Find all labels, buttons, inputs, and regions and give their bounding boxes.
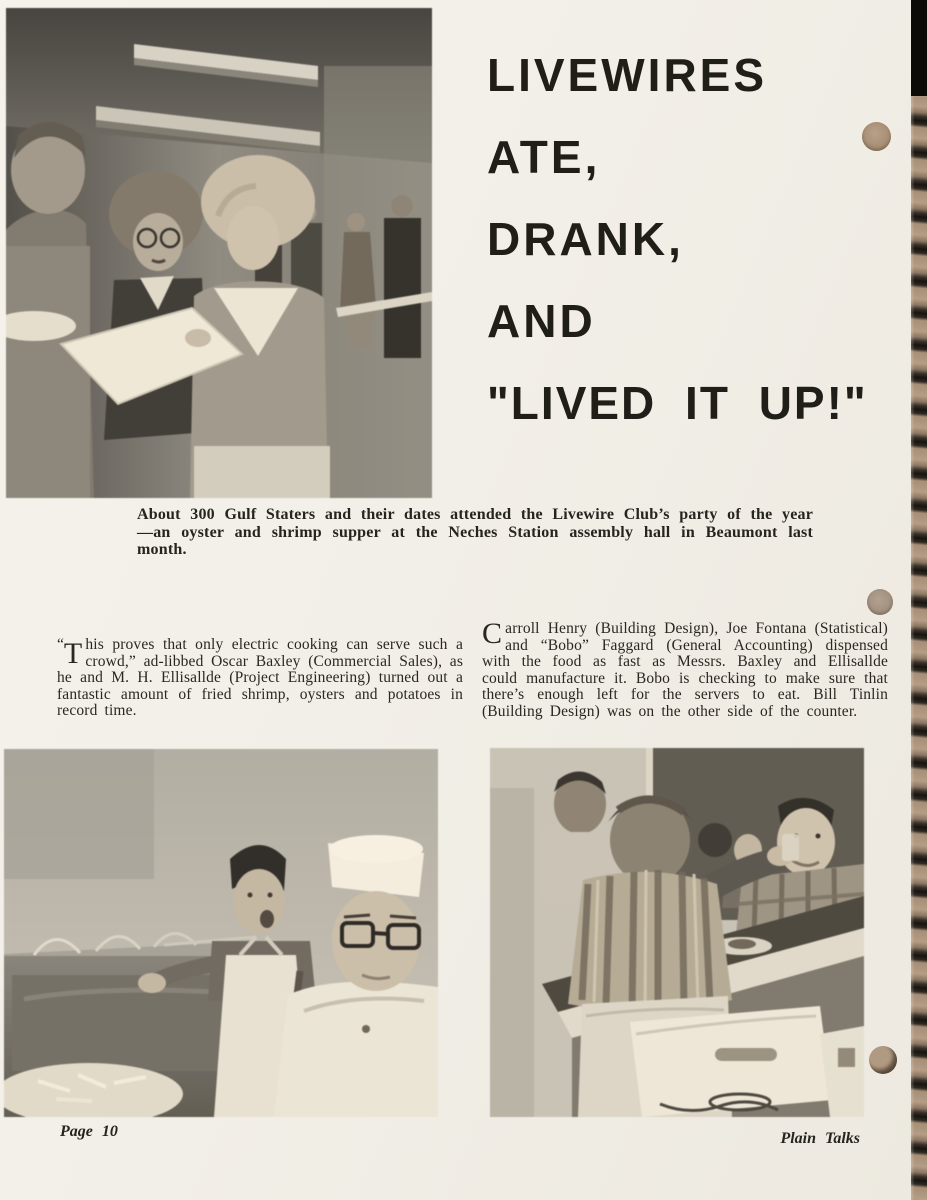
publication-name: Plain Talks bbox=[780, 1130, 860, 1147]
binding-edge-top bbox=[911, 0, 927, 96]
body-text-right: arroll Henry (Building Design), Joe Fontana (Statistical) and “Bobo” Faggard (General Accounting) dispensed with the food as fast as Messrs. Baxley and Ellisallde could manufacture it. Bobo is checking to make sure that there’s enough left for the servers to eat. Bill Tinlin (Building Design) was on the other side of the counter. bbox=[482, 620, 888, 720]
body-text-left: his proves that only electric cooking can serve such a crowd,” ad-libbed Oscar Baxley (Commercial Sales), as he and M. H. Ellisallde (Project Engineering) turned out a fantastic amount of fried shrimp, oysters and potatoes in record time. bbox=[57, 636, 463, 720]
headline-line: ATE, bbox=[487, 131, 601, 183]
binding-edge bbox=[911, 0, 927, 1200]
body-column-right bbox=[482, 617, 888, 721]
page-number: Page 10 bbox=[60, 1123, 118, 1140]
headline-line: "LIVED IT UP!" bbox=[487, 377, 868, 429]
photo-serving-counter bbox=[490, 748, 864, 1117]
headline bbox=[487, 49, 889, 462]
punch-hole bbox=[869, 1046, 897, 1074]
photo-buffet-line bbox=[6, 8, 432, 498]
binding-coils bbox=[911, 96, 927, 1200]
punch-hole bbox=[867, 589, 893, 615]
body-column-left bbox=[57, 637, 463, 720]
drop-cap: “T bbox=[57, 636, 83, 670]
photo-fry-cooks bbox=[4, 749, 438, 1117]
headline-line: LIVEWIRES bbox=[487, 49, 768, 101]
headline-line: AND bbox=[487, 295, 596, 347]
photo-caption: About 300 Gulf Staters and their dates attended the Livewire Club’s party of the year—an oyster and shrimp supper at the Neches Station assembly hall in Beaumont last month. bbox=[137, 506, 813, 558]
drop-cap: C bbox=[482, 617, 503, 650]
punch-hole bbox=[862, 122, 891, 151]
headline-line: DRANK, bbox=[487, 213, 684, 265]
